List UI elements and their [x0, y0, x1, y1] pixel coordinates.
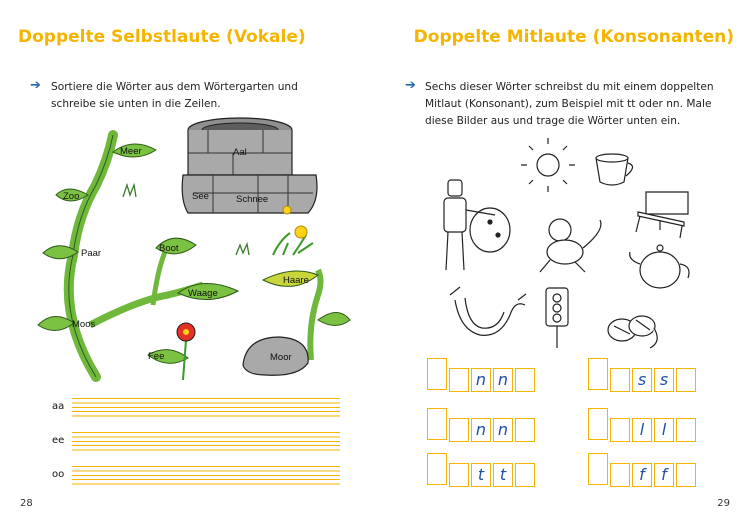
bench-icon [636, 192, 688, 238]
word-row-5[interactable] [588, 418, 728, 444]
left-page-title: Doppelte Selbstlaute (Vokale) [18, 27, 306, 47]
word-row-6[interactable] [588, 463, 728, 489]
line-label-oo: oo [52, 469, 65, 480]
page-number-left: 28 [20, 498, 33, 509]
arrow-icon: ➔ [405, 78, 416, 93]
knight-icon [444, 180, 510, 270]
writing-line-ee[interactable] [72, 432, 340, 452]
letter: n [475, 420, 487, 439]
letter: n [475, 370, 487, 389]
letter: t [477, 465, 485, 484]
word-aal: Aal [233, 147, 247, 158]
word-meer: Meer [120, 146, 142, 157]
word-row-3[interactable] [427, 463, 567, 489]
word-moor: Moor [270, 352, 292, 363]
word-haare: Haare [283, 275, 309, 286]
letter: n [497, 370, 509, 389]
pictures-area [400, 130, 730, 355]
word-zoo: Zoo [63, 191, 80, 202]
word-paar: Paar [81, 248, 102, 259]
letter: s [659, 370, 669, 389]
line-label-aa: aa [52, 401, 65, 412]
letter: t [499, 465, 507, 484]
writing-line-oo[interactable] [72, 466, 340, 486]
letter: f [639, 465, 645, 484]
left-instruction: Sortiere die Wörter aus dem Wörtergarten und schreibe sie unten in die Zeilen. [51, 81, 298, 110]
writing-line-aa[interactable] [72, 398, 340, 418]
arrow-icon: ➔ [30, 78, 41, 93]
monkey-icon [540, 219, 601, 272]
scarf-icon [450, 287, 526, 335]
traffic-light-icon [546, 288, 568, 348]
letter: l [639, 420, 645, 439]
word-fee: Fee [148, 351, 165, 362]
letter: n [497, 420, 509, 439]
page-number-right: 29 [717, 498, 730, 509]
line-label-ee: ee [52, 435, 65, 446]
word-see: See [192, 191, 209, 202]
wool-ball-icon [608, 316, 657, 348]
teapot-icon [630, 245, 689, 288]
letter: s [637, 370, 647, 389]
letter: l [661, 420, 667, 439]
word-row-1[interactable] [427, 368, 567, 394]
right-instruction: Sechs dieser Wörter schreibst du mit einem doppelten Mitlaut (Konsonant), zum Beispiel mit tt oder nn. Male diese Bilder aus und trage die Wörter unten ein. [425, 81, 714, 127]
right-page-title: Doppelte Mitlaute (Konsonanten) [413, 27, 734, 47]
word-row-2[interactable] [427, 418, 567, 444]
word-schnee: Schnee [236, 194, 269, 205]
sun-icon [521, 138, 575, 192]
word-garden-illustration [18, 115, 363, 385]
letter: f [661, 465, 667, 484]
flower-icon [177, 323, 195, 380]
word-waage: Waage [188, 288, 218, 299]
word-moos: Moos [72, 319, 96, 330]
word-row-4[interactable] [588, 368, 728, 394]
cup-icon [596, 154, 633, 185]
word-boot: Boot [159, 243, 179, 254]
